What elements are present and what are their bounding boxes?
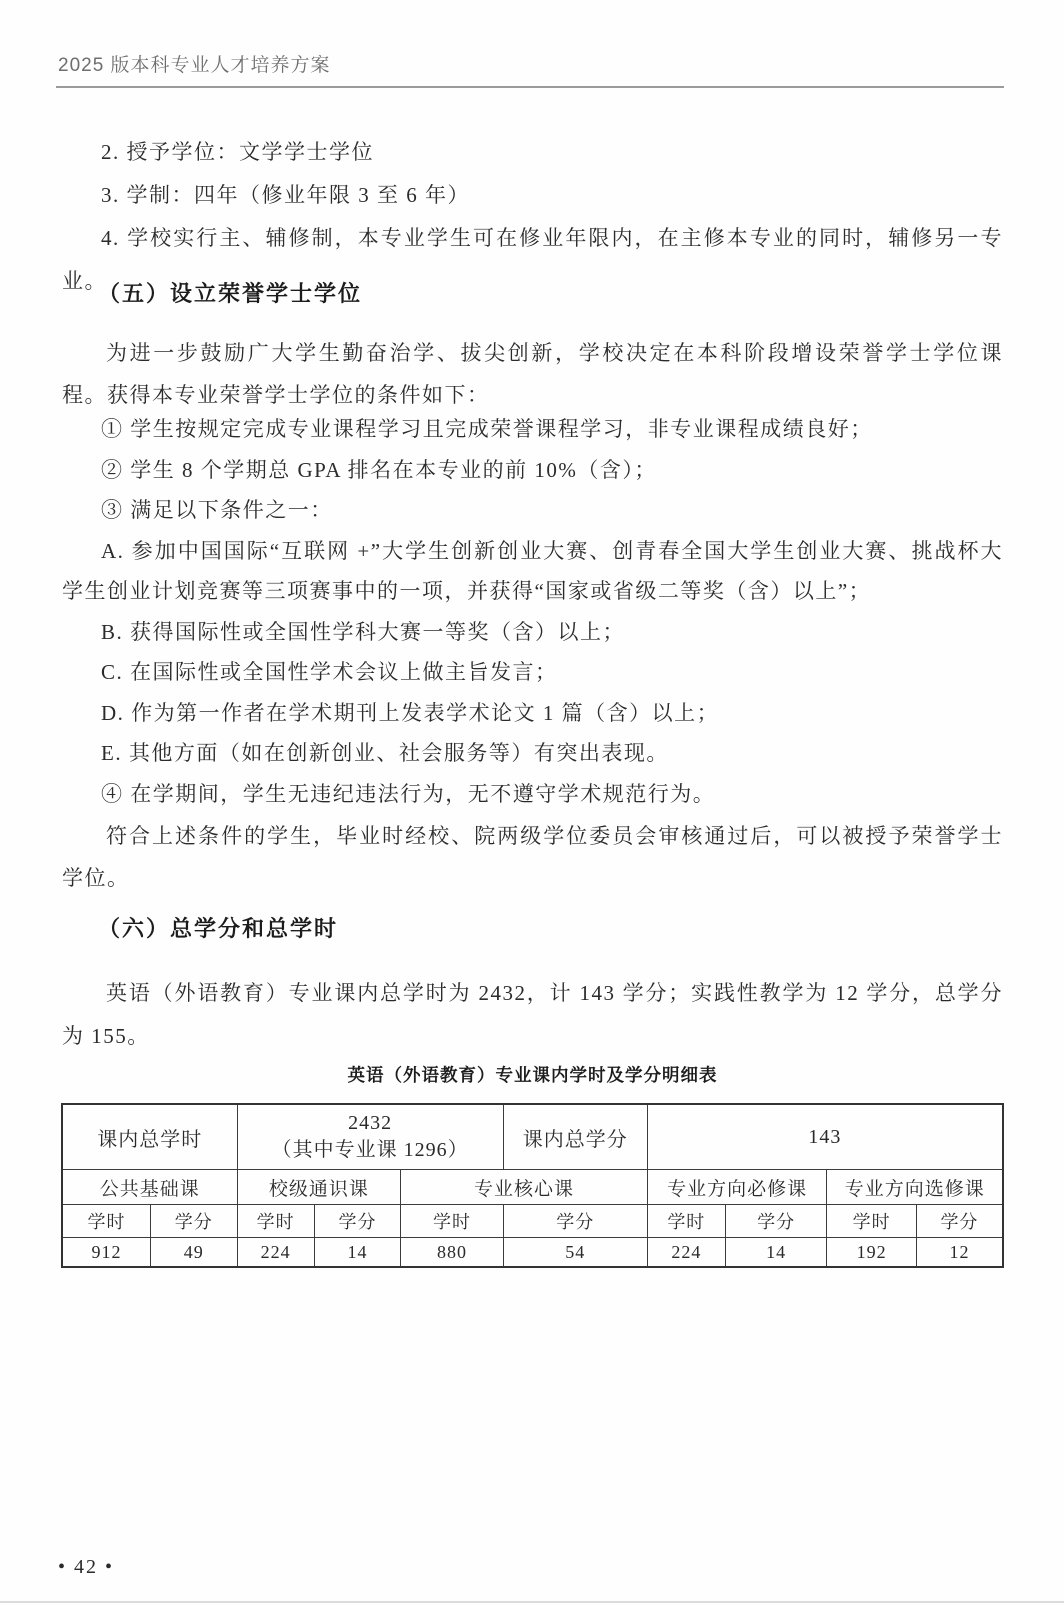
unit-header-cell: 学分 [503,1205,647,1238]
value-cell: 14 [725,1238,827,1268]
category-cell: 专业方向必修课 [647,1170,827,1205]
value-cell: 192 [827,1238,916,1268]
value-cell: 224 [237,1238,314,1268]
total-hours-value-cell [237,1104,503,1170]
total-credits-value-cell: 143 [647,1104,1003,1170]
unit-header-cell: 学时 [401,1205,504,1238]
table-row [62,1104,1003,1170]
unit-header-cell: 学分 [916,1205,1003,1238]
conditions-block [62,409,1003,814]
body-paragraph: 4. 学校实行主、辅修制，本专业学生可在修业年限内，在主修本专业的同时，辅修另一专业。 [62,226,1003,293]
unit-header-cell: 学时 [237,1205,314,1238]
total-hours-value: 2432 [348,1112,393,1134]
value-cell: 49 [150,1238,237,1268]
condition-item: ③ 满足以下条件之一： [101,498,333,522]
unit-header-cell: 学时 [827,1205,916,1238]
condition-item: C. 在国际性或全国性学术会议上做主旨发言； [101,660,558,684]
category-cell: 专业方向选修课 [827,1170,1003,1205]
condition-item: A. 参加中国国际“互联网 +”大学生创新创业大赛、创青春全国大学生创业大赛、挑战杯大学生创业计划竞赛等三项赛事中的一项，并获得“国家或省级二等奖（含）以上”； [62,538,1003,603]
total-credits-label-cell: 课内总学分 [503,1104,647,1170]
body-paragraph: 3. 学制：四年（修业年限 3 至 6 年） [101,183,470,207]
condition-item: B. 获得国际性或全国性学科大赛一等奖（含）以上； [101,619,626,644]
unit-header-cell: 学分 [150,1205,237,1238]
body-paragraph: 符合上述条件的学生，毕业时经校、院两级学位委员会审核通过后，可以被授予荣誉学士学位。 [62,824,1003,890]
credit-hours-table [61,1103,1004,1268]
condition-item: E. 其他方面（如在创新创业、社会服务等）有突出表现。 [101,741,669,765]
category-cell: 公共基础课 [62,1170,237,1205]
condition-item: ② 学生 8 个学期总 GPA 排名在本专业的前 10%（含）； [101,457,657,482]
body-paragraph: 2. 授予学位：文学学士学位 [101,140,374,164]
category-cell: 校级通识课 [237,1170,401,1205]
section-heading-6: （六）总学分和总学时 [98,916,339,941]
condition-item: D. 作为第一作者在学术期刊上发表学术论文 1 篇（含）以上； [101,700,720,725]
value-cell: 880 [401,1238,504,1268]
table-row [62,1170,1003,1205]
body-paragraph: 英语（外语教育）专业课内总学时为 2432，计 143 学分；实践性教学为 12 学分，总学分为 155。 [62,981,1003,1048]
total-credit-block [62,972,1003,1058]
condition-item: ① 学生按规定完成专业课程学习且完成荣誉课程学习，非专业课程成绩良好； [101,417,873,441]
header-title: 2025 版本科专业人才培养方案 [58,55,331,76]
unit-header-cell: 学时 [647,1205,725,1238]
bottom-rule [0,1601,1064,1603]
value-cell: 54 [503,1238,647,1268]
unit-header-cell: 学分 [725,1205,827,1238]
eligible-block [62,815,1003,899]
value-cell: 224 [647,1238,725,1268]
body-paragraph: 为进一步鼓励广大学生勤奋治学、拔尖创新，学校决定在本科阶段增设荣誉学士学位课程。获得本专业荣誉学士学位的条件如下： [62,341,1003,407]
unit-header-cell: 学时 [62,1205,150,1238]
table-row [62,1238,1003,1268]
unit-header-cell: 学分 [314,1205,401,1238]
total-hours-value-note: （其中专业课 1296） [271,1139,469,1161]
table-row [62,1205,1003,1238]
header-rule [56,86,1004,88]
category-cell: 专业核心课 [401,1170,648,1205]
section-heading-5: （五）设立荣誉学士学位 [98,281,363,306]
value-cell: 12 [916,1238,1003,1268]
honor-intro-block [62,332,1003,416]
page-number: • 42 • [58,1556,115,1578]
value-cell: 912 [62,1238,150,1268]
table-title: 英语（外语教育）专业课内学时及学分明细表 [347,1065,718,1085]
value-cell: 14 [314,1238,401,1268]
condition-item: ④ 在学期间，学生无违纪违法行为，无不遵守学术规范行为。 [101,781,716,806]
total-hours-label-cell: 课内总学时 [62,1104,237,1170]
